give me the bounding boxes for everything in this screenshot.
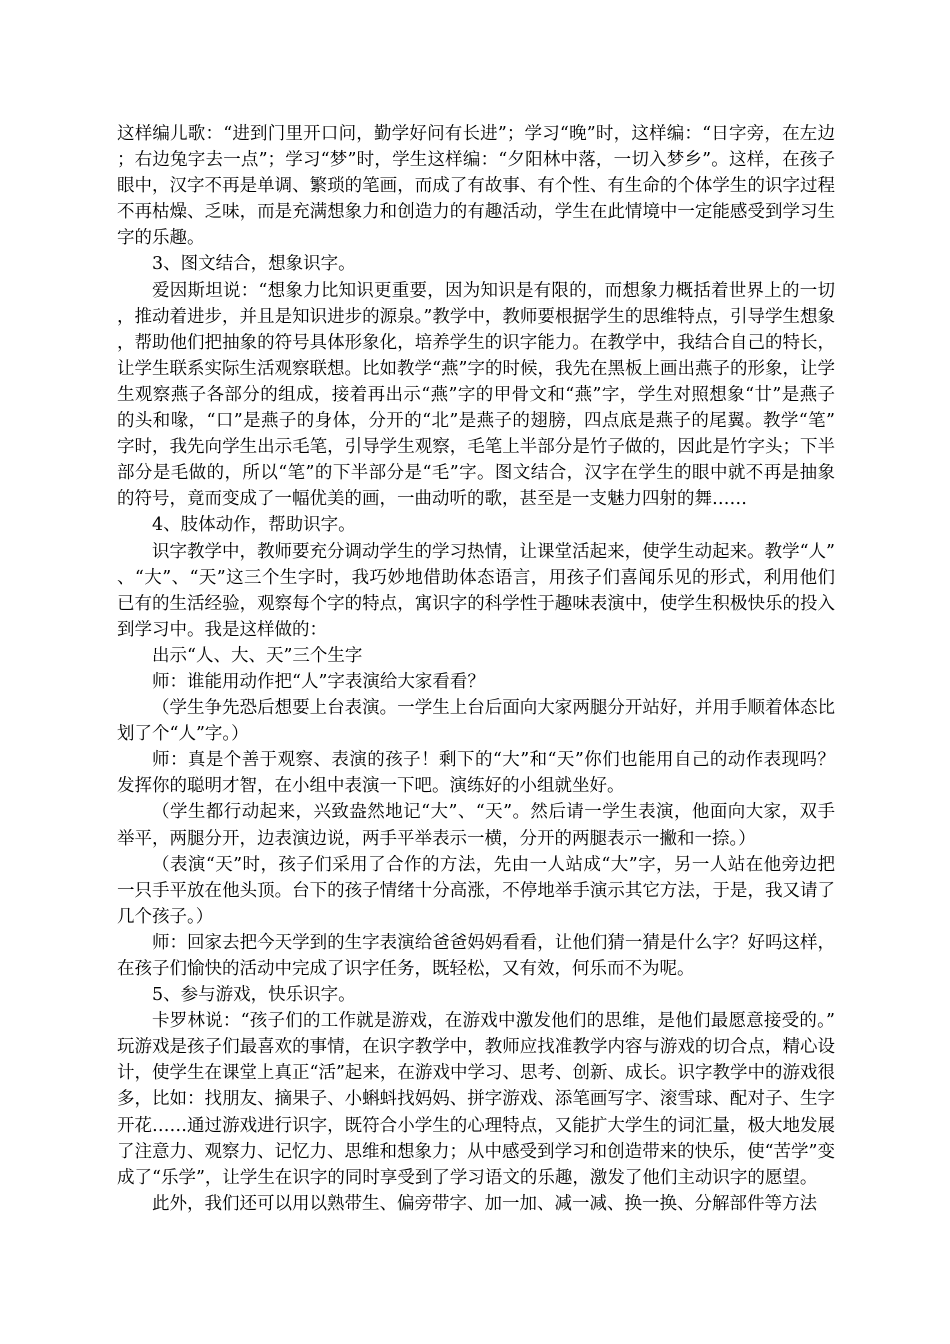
paragraph: 此外，我们还可以用以熟带生、偏旁带字、加一加、减一减、换一换、分解部件等方法	[152, 1193, 817, 1214]
paragraph: 师：回家去把今天学到的生字表演给爸爸妈妈看看，让他们猜一猜是什么字？好吗这样，在孩子们愉快的活动中完成了识字任务，既轻松，又有效，何乐而不为呢。	[117, 932, 835, 979]
paragraph: （学生都行动起来，兴致盎然地记“大”、“天”。然后请一学生表演，他面向大家，双手举平，两腿分开，边表演边说，两手平举表示一横，分开的两腿表示一撇和一捺。）	[117, 802, 835, 849]
paragraph: 识字教学中，教师要充分调动学生的学习热情，让课堂活起来，使学生动起来。教学“人”、“大”、“天”这三个生字时，我巧妙地借助体态语言，用孩子们喜闻乐见的形式，利用他们已有的生活经验，观察每个字的特点，寓识字的科学性于趣味表演中，使学生积极快乐的投入到学习中。我是这样做的：	[117, 541, 835, 640]
paragraph: （学生争先恐后想要上台表演。一学生上台后面向大家两腿分开站好，并用手顺着体态比划了个“人”字。）	[117, 698, 835, 745]
paragraph: 出示“人、大、天”三个生字	[152, 645, 363, 666]
section-heading: 3、图文结合，想象识字。	[152, 254, 356, 275]
paragraph: 爱因斯坦说：“想象力比知识更重要，因为知识是有限的，而想象力概括着世界上的一切，推动着进步，并且是知识进步的源泉。”教学中，教师要根据学生的思维特点，引导学生想象，帮助他们把抽象的符号具体形象化，培养学生的识字能力。在教学中，我结合自己的特长，让学生联系实际生活观察联想。比如教学“燕”字的时候，我先在黑板上画出燕子的形象，让学生观察燕子各部分的组成，接着再出示“燕”字的甲骨文和“燕”字，学生对照想象“廿”是燕子的头和喙，“口”是燕子的身体，分开的“北”是燕子的翅膀，四点底是燕子的尾翼。教学“笔”字时，我先向学生出示毛笔，引导学生观察，毛笔上半部分是竹子做的，因此是竹字头；下半部分是毛做的，所以“笔”的下半部分是“毛”字。图文结合，汉字在学生的眼中就不再是抽象的符号，竟而变成了一幅优美的画，一曲动听的歌，甚至是一支魅力四射的舞……	[117, 280, 835, 510]
section-heading: 4、肢体动作，帮助识字。	[152, 515, 356, 536]
paragraph: 师：谁能用动作把“人”字表演给大家看看？	[152, 671, 485, 692]
paragraph: 这样编儿歌：“进到门里开口问，勤学好问有长进”；学习“晚”时，这样编：“日字旁，在左边；右边兔字去一点”；学习“梦”时，学生这样编：“夕阳林中落，一切入梦乡”。这样，在孩子眼中，汉字不再是单调、繁琐的笔画，而成了有故事、有个性、有生命的个体学生的识字过程不再枯燥、乏味，而是充满想象力和创造力的有趣活动，学生在此情境中一定能感受到学习生字的乐趣。	[117, 124, 835, 249]
section-heading: 5、参与游戏，快乐识字。	[152, 985, 356, 1006]
paragraph: 师：真是个善于观察、表演的孩子！剩下的“大”和“天”你们也能用自己的动作表现吗？发挥你的聪明才智，在小组中表演一下吧。演练好的小组就坐好。	[117, 750, 835, 797]
document-page	[117, 121, 835, 1217]
paragraph: （表演“天”时，孩子们采用了合作的方法，先由一人站成“大”字，另一人站在他旁边把一只手平放在他头顶。台下的孩子情绪十分高涨，不停地举手演示其它方法，于是，我又请了几个孩子。）	[117, 854, 835, 927]
paragraph: 卡罗林说：“孩子们的工作就是游戏，在游戏中激发他们的思维，是他们最愿意接受的。”玩游戏是孩子们最喜欢的事情，在识字教学中，教师应找准教学内容与游戏的切合点，精心设计，使学生在课堂上真正“活”起来，在游戏中学习、思考、创新、成长。识字教学中的游戏很多，比如：找朋友、摘果子、小蝌蚪找妈妈、拼字游戏、添笔画写字、滚雪球、配对子、生字开花……通过游戏进行识字，既符合小学生的心理特点，又能扩大学生的词汇量，极大地发展了注意力、观察力、记忆力、思维和想象力；从中感受到学习和创造带来的快乐，使“苦学”变成了“乐学”，让学生在识字的同时享受到了学习语文的乐趣，激发了他们主动识字的愿望。	[117, 1011, 835, 1188]
